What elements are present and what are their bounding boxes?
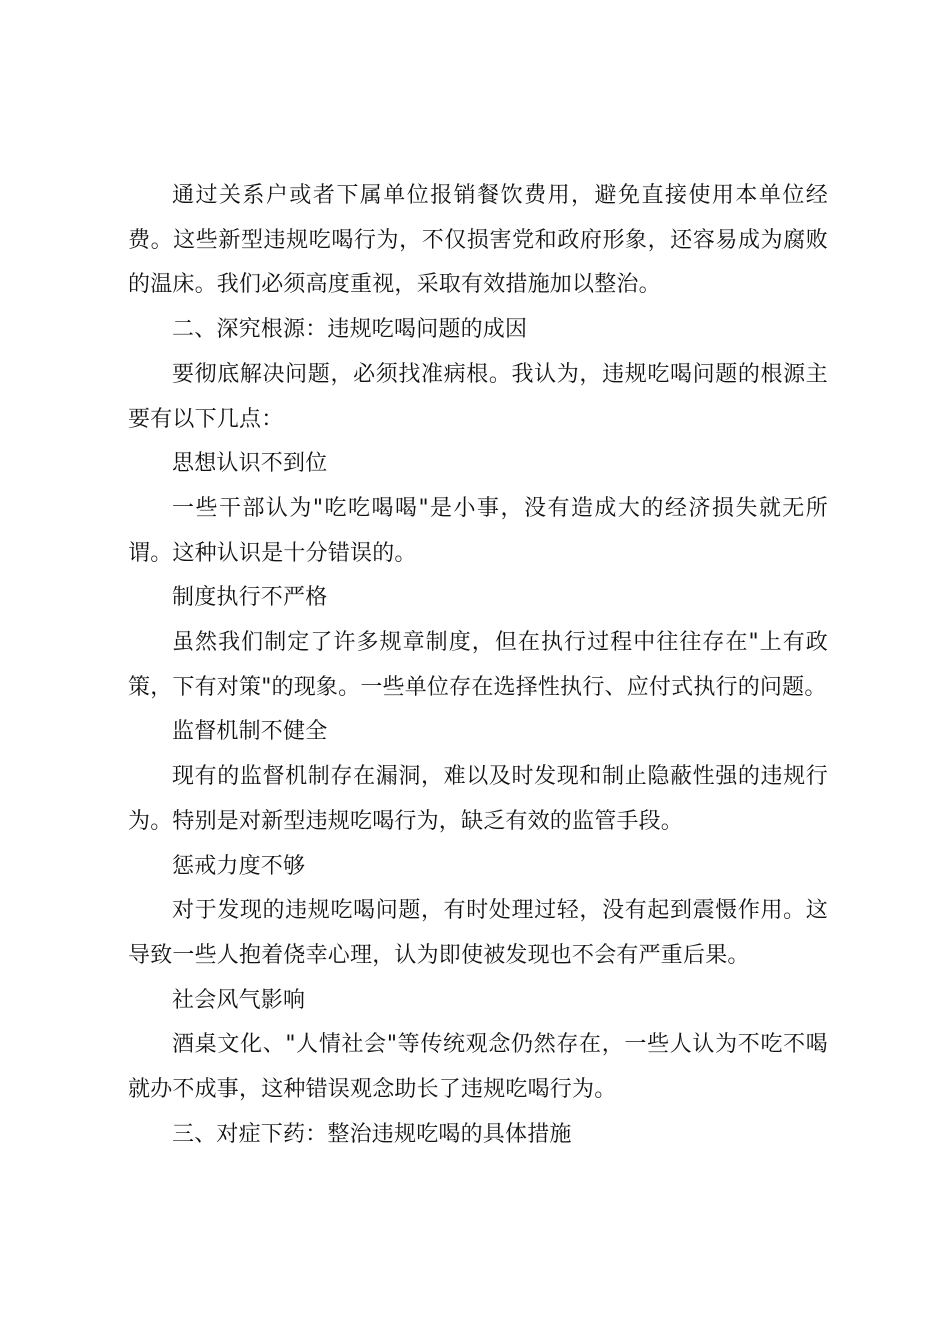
paragraph-social: 酒桌文化、"人情社会"等传统观念仍然存在，一些人认为不吃不喝就办不成事，这种错误观念助长了违规吃喝行为。 xyxy=(128,1032,828,1103)
paragraph-system: 虽然我们制定了许多规章制度，但在执行过程中往往存在"上有政策，下有对策"的现象。一些单位存在选择性执行、应付式执行的问题。 xyxy=(128,630,828,700)
document-body xyxy=(128,174,828,1157)
paragraph-intro: 要彻底解决问题，必须找准病根。我认为，违规吃喝问题的根源主要有以下几点： xyxy=(128,361,828,432)
paragraph-continuation: 通过关系户或者下属单位报销餐饮费用，避免直接使用本单位经费。这些新型违规吃喝行为，不仅损害党和政府形象，还容易成为腐败的温床。我们必须高度重视，采取有效措施加以整治。 xyxy=(128,183,828,298)
subheading-social: 社会风气影响 xyxy=(172,987,306,1013)
subheading-system: 制度执行不严格 xyxy=(172,585,328,611)
subheading-thinking: 思想认识不到位 xyxy=(172,451,328,477)
subheading-punishment: 惩戒力度不够 xyxy=(172,853,306,879)
paragraph-supervision: 现有的监督机制存在漏洞，难以及时发现和制止隐蔽性强的违规行为。特别是对新型违规吃喝行为，缺乏有效的监管手段。 xyxy=(128,764,828,834)
subheading-supervision: 监督机制不健全 xyxy=(172,719,328,745)
paragraph-punishment: 对于发现的违规吃喝问题，有时处理过轻，没有起到震慑作用。这导致一些人抱着侥幸心理，认为即使被发现也不会有严重后果。 xyxy=(128,898,828,968)
section-heading-3: 三、对症下药：整治违规吃喝的具体措施 xyxy=(172,1121,572,1147)
section-heading-2: 二、深究根源：违规吃喝问题的成因 xyxy=(172,317,528,343)
paragraph-thinking: 一些干部认为"吃吃喝喝"是小事，没有造成大的经济损失就无所谓。这种认识是十分错误的。 xyxy=(128,495,828,566)
